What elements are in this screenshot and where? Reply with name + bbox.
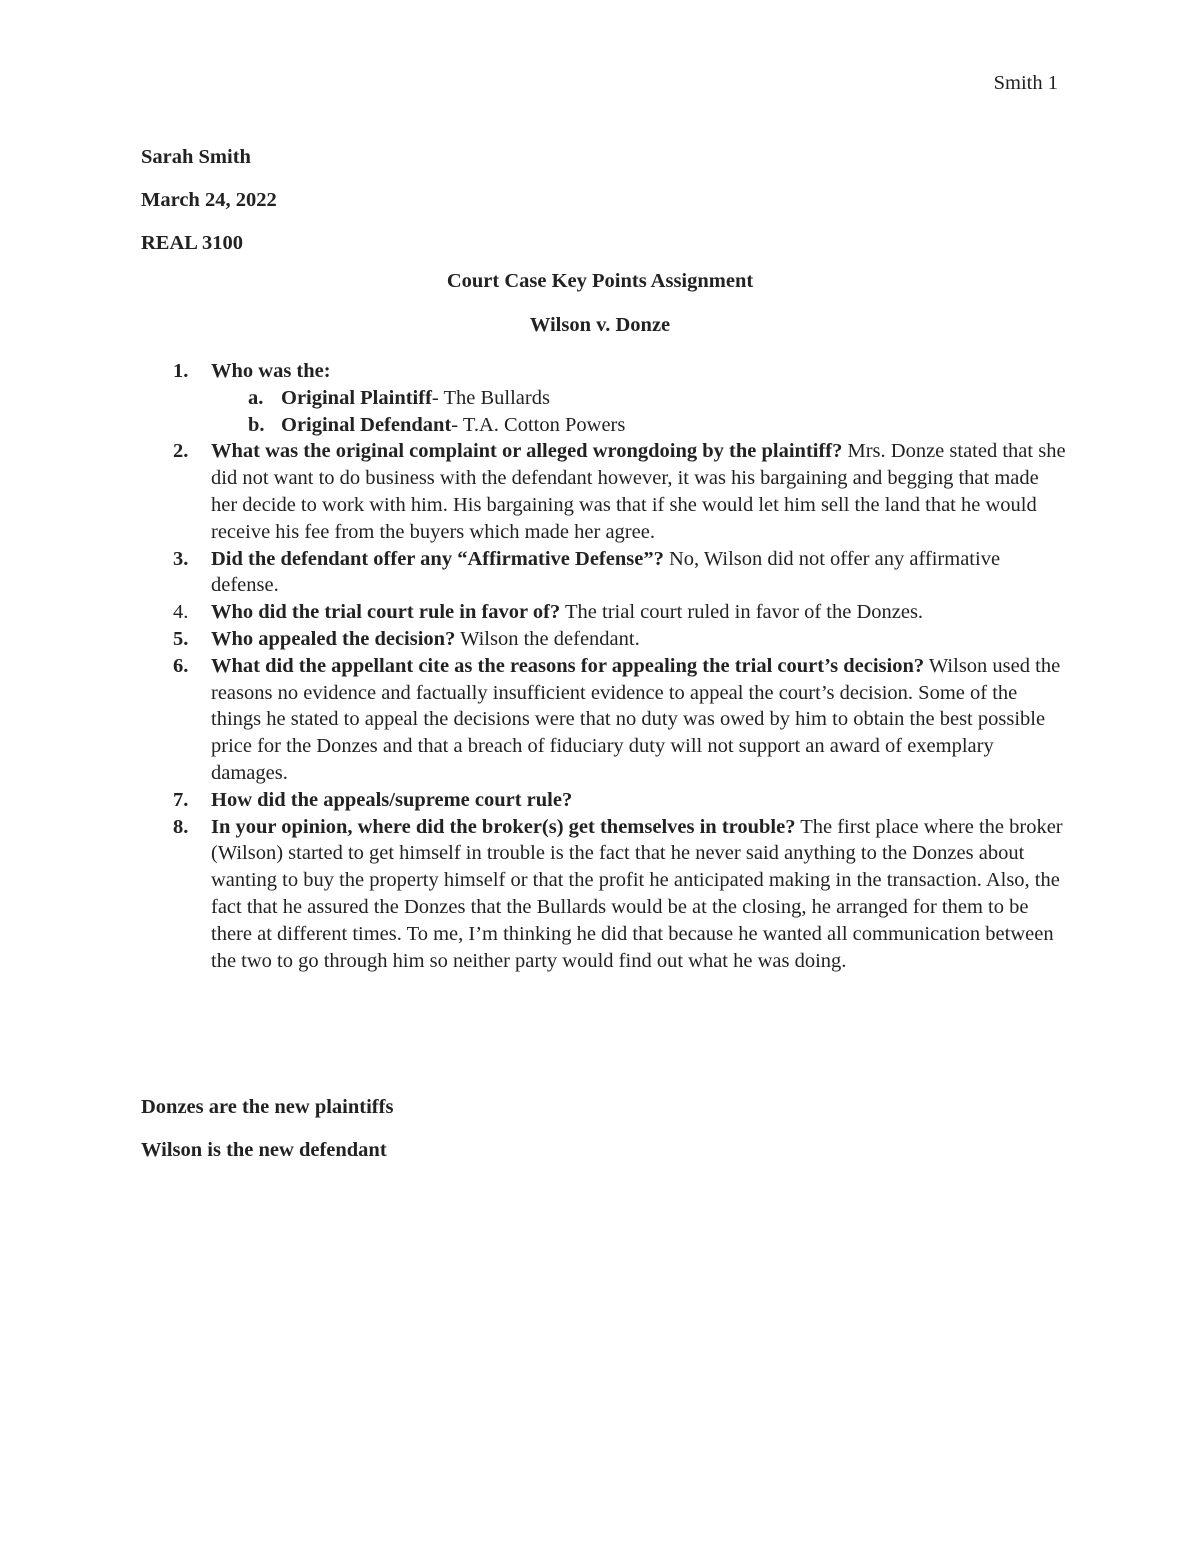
question-number: 8.	[173, 815, 189, 838]
answer-text: Wilson used the reasons no evidence and factually insufficient evidence to appeal the court’s decision. Some of the things he stated to appeal the decisions were that no duty was owed by him to obtain the best possible price for the Donzes and that a breach of fiduciary duty will not support an award of exemplary damages.	[211, 654, 1061, 784]
question-item-7	[141, 787, 1066, 814]
heading-block	[141, 144, 277, 273]
student-name: Sarah Smith	[141, 146, 251, 168]
sub-label: Original Defendant	[281, 413, 452, 436]
answer-text: Wilson the defendant.	[455, 627, 640, 650]
sub-letter: a.	[248, 386, 264, 409]
question-text: Who did the trial court rule in favor of?	[211, 601, 561, 624]
sub-item-plaintiff	[211, 385, 1066, 412]
sub-question-list	[211, 385, 1066, 439]
question-item-2	[141, 438, 1066, 545]
question-number: 5.	[173, 627, 189, 650]
question-item-5	[141, 626, 1066, 653]
answer-text: Mrs. Donze stated that she did not want to do business with the defendant however, it was his bargaining and begging that made her decide to work with him. His bargaining was that if she would let him sell the land that he would receive his fee from the buyers which made her agree.	[211, 440, 1066, 543]
question-list	[141, 358, 1066, 974]
sub-label: Original Plaintiff	[281, 386, 432, 409]
document-date: March 24, 2022	[141, 189, 277, 211]
question-text: What did the appellant cite as the reasons for appealing the trial court’s decision?	[211, 654, 925, 677]
question-item-3	[141, 546, 1066, 600]
question-text: Who was the:	[211, 360, 331, 382]
page-header-label: Smith 1	[993, 72, 1058, 94]
question-text: What was the original complaint or alleged wrongdoing by the plaintiff?	[211, 440, 843, 463]
sub-answer: - The Bullards	[431, 386, 550, 409]
question-item-6	[141, 653, 1066, 787]
case-name: Wilson v. Donze	[529, 314, 671, 336]
question-text: Did the defendant offer any “Affirmative Defense”?	[211, 547, 664, 570]
question-text: Who appealed the decision?	[211, 627, 456, 650]
answer-text: The trial court ruled in favor of the Donzes.	[560, 601, 924, 624]
question-item-1	[141, 358, 1066, 438]
sub-answer: - T.A. Cotton Powers	[451, 413, 626, 436]
footer-notes	[141, 1094, 393, 1180]
document-title: Court Case Key Points Assignment	[446, 270, 754, 292]
question-text: In your opinion, where did the broker(s) get themselves in trouble?	[211, 815, 796, 838]
answer-text: No, Wilson did not offer any affirmative defense.	[211, 547, 1001, 597]
sub-item-defendant	[211, 412, 1066, 439]
question-number: 6.	[173, 654, 189, 677]
new-defendant-note: Wilson is the new defendant	[141, 1139, 387, 1161]
answer-text: The first place where the broker (Wilson) started to get himself in trouble is the fact that he never said anything to the Donzes about wanting to buy the property himself or that the profit he anticipated making in the transaction. Also, the fact that he assured the Donzes that the Bullards would be at the closing, he arranged for them to be there at different times. To me, I’m thinking he did that because he wanted all communication between the two to go through him so neither party would find out what he was doing.	[211, 815, 1063, 972]
course-code: REAL 3100	[141, 232, 243, 254]
question-item-8	[141, 814, 1066, 975]
question-number: 1.	[173, 360, 189, 382]
sub-letter: b.	[248, 413, 265, 436]
question-number: 7.	[173, 788, 189, 811]
question-item-4	[141, 599, 1066, 626]
question-number: 4.	[173, 601, 189, 624]
question-number: 2.	[173, 440, 189, 463]
question-text: How did the appeals/supreme court rule?	[211, 788, 573, 811]
question-number: 3.	[173, 547, 189, 570]
new-plaintiffs-note: Donzes are the new plaintiffs	[141, 1096, 394, 1118]
